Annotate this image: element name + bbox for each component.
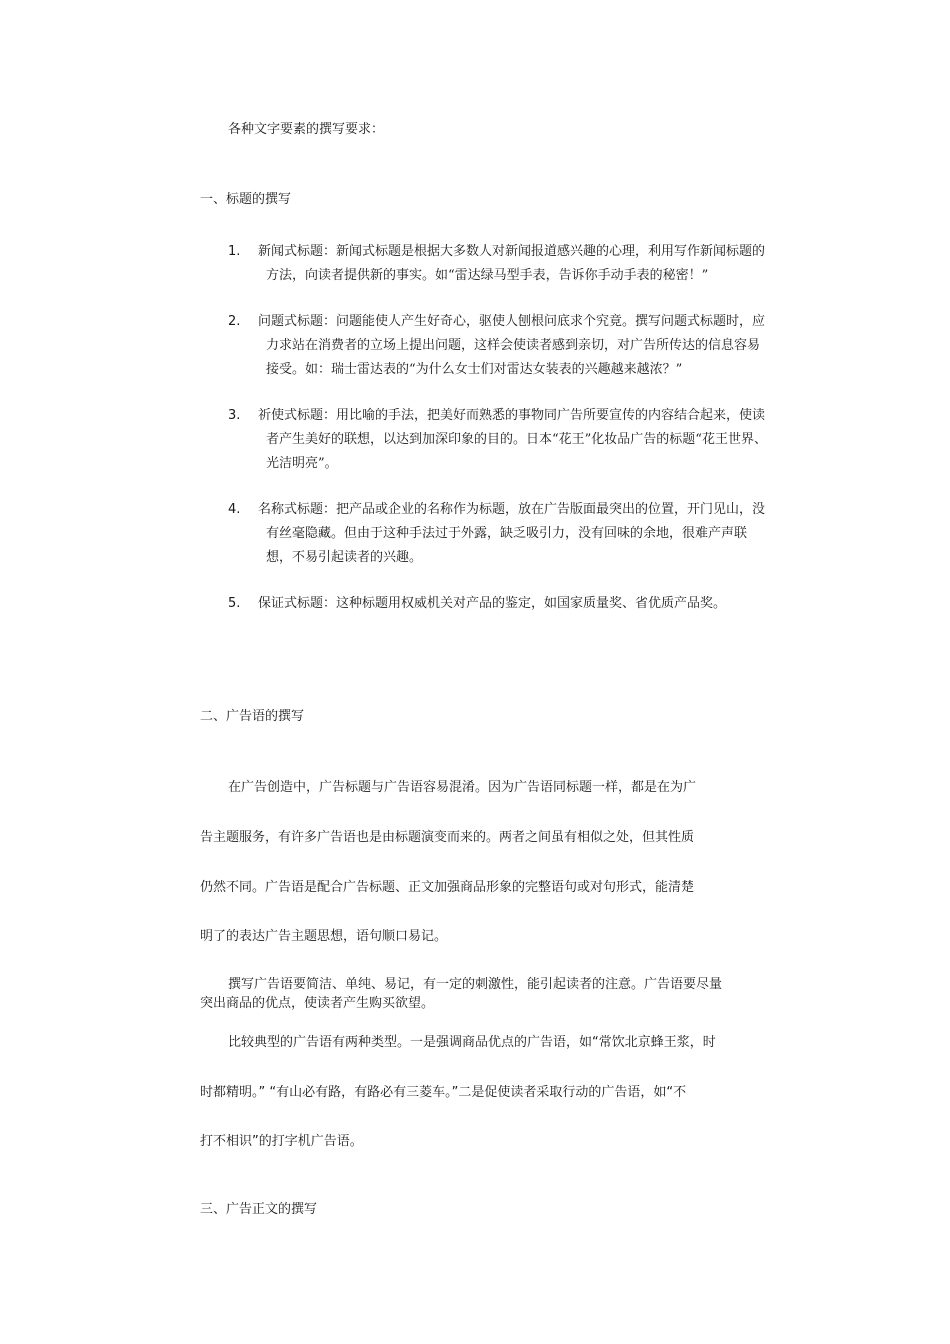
paragraph-line: 时都精明。” “有山必有路，有路必有三菱车。”二是促使读者采取行动的广告语，如“不 bbox=[200, 1085, 687, 1100]
section-heading-body-copy: 三、广告正文的撰写 bbox=[200, 1202, 318, 1217]
list-item-number: 2. bbox=[228, 314, 241, 329]
paragraph-line: 告主题服务，有许多广告语也是由标题演变而来的。两者之间虽有相似之处，但其性质 bbox=[200, 830, 695, 845]
intro-line: 各种文字要素的撰写要求： bbox=[228, 122, 385, 137]
list-item-text: 问题式标题：问题能使人产生好奇心，驱使人刨根问底求个究竟。撰写问题式标题时，应力求站在消费者的立场上提出问题，这样会使读者感到亲切，对广告所传达的信息容易接受。如：瑞士雷达表的“为什么女士们对雷达女装表的兴趣越来越浓？” bbox=[258, 314, 766, 377]
title-types-list bbox=[228, 240, 768, 616]
list-item bbox=[228, 498, 768, 570]
paragraph-line: 撰写广告语要简洁、单纯、易记，有一定的刺激性，能引起读者的注意。广告语要尽量 bbox=[228, 977, 723, 992]
list-item-number: 4. bbox=[228, 502, 241, 517]
list-item bbox=[228, 310, 768, 382]
list-item-text: 祈使式标题：用比喻的手法，把美好而熟悉的事物同广告所要宣传的内容结合起来，使读者产生美好的联想，以达到加深印象的目的。日本“花王”化妆品广告的标题“花王世界、光洁明亮”。 bbox=[258, 408, 767, 471]
list-item bbox=[228, 404, 768, 476]
paragraph-line: 打不相识”的打字机广告语。 bbox=[200, 1134, 363, 1149]
list-item-text: 名称式标题：把产品或企业的名称作为标题，放在广告版面最突出的位置，开门见山，没有丝毫隐藏。但由于这种手法过于外露，缺乏吸引力，没有回味的余地，很难产声联想，不易引起读者的兴趣。 bbox=[258, 502, 766, 565]
paragraph-line: 明了的表达广告主题思想，语句顺口易记。 bbox=[200, 929, 448, 944]
list-item-number: 3. bbox=[228, 408, 241, 423]
list-item bbox=[228, 240, 768, 288]
paragraph-line: 比较典型的广告语有两种类型。一是强调商品优点的广告语，如“常饮北京蜂王浆，时 bbox=[228, 1035, 716, 1050]
paragraph-line: 在广告创造中，广告标题与广告语容易混淆。因为广告语同标题一样，都是在为广 bbox=[228, 780, 697, 795]
list-item bbox=[228, 592, 768, 616]
section-heading-slogans: 二、广告语的撰写 bbox=[200, 709, 305, 724]
list-item-number: 5. bbox=[228, 596, 241, 611]
paragraph-line: 仍然不同。广告语是配合广告标题、正文加强商品形象的完整语句或对句形式，能清楚 bbox=[200, 880, 695, 895]
list-item-text: 新闻式标题：新闻式标题是根据大多数人对新闻报道感兴趣的心理，利用写作新闻标题的方法，向读者提供新的事实。如“雷达绿马型手表，告诉你手动手表的秘密！” bbox=[258, 244, 766, 283]
section-heading-titles: 一、标题的撰写 bbox=[200, 192, 292, 207]
list-item-number: 1. bbox=[228, 244, 241, 259]
list-item-text: 保证式标题：这种标题用权威机关对产品的鉴定，如国家质量奖、省优质产品奖。 bbox=[258, 596, 727, 611]
paragraph-line: 突出商品的优点，使读者产生购买欲望。 bbox=[200, 996, 435, 1011]
